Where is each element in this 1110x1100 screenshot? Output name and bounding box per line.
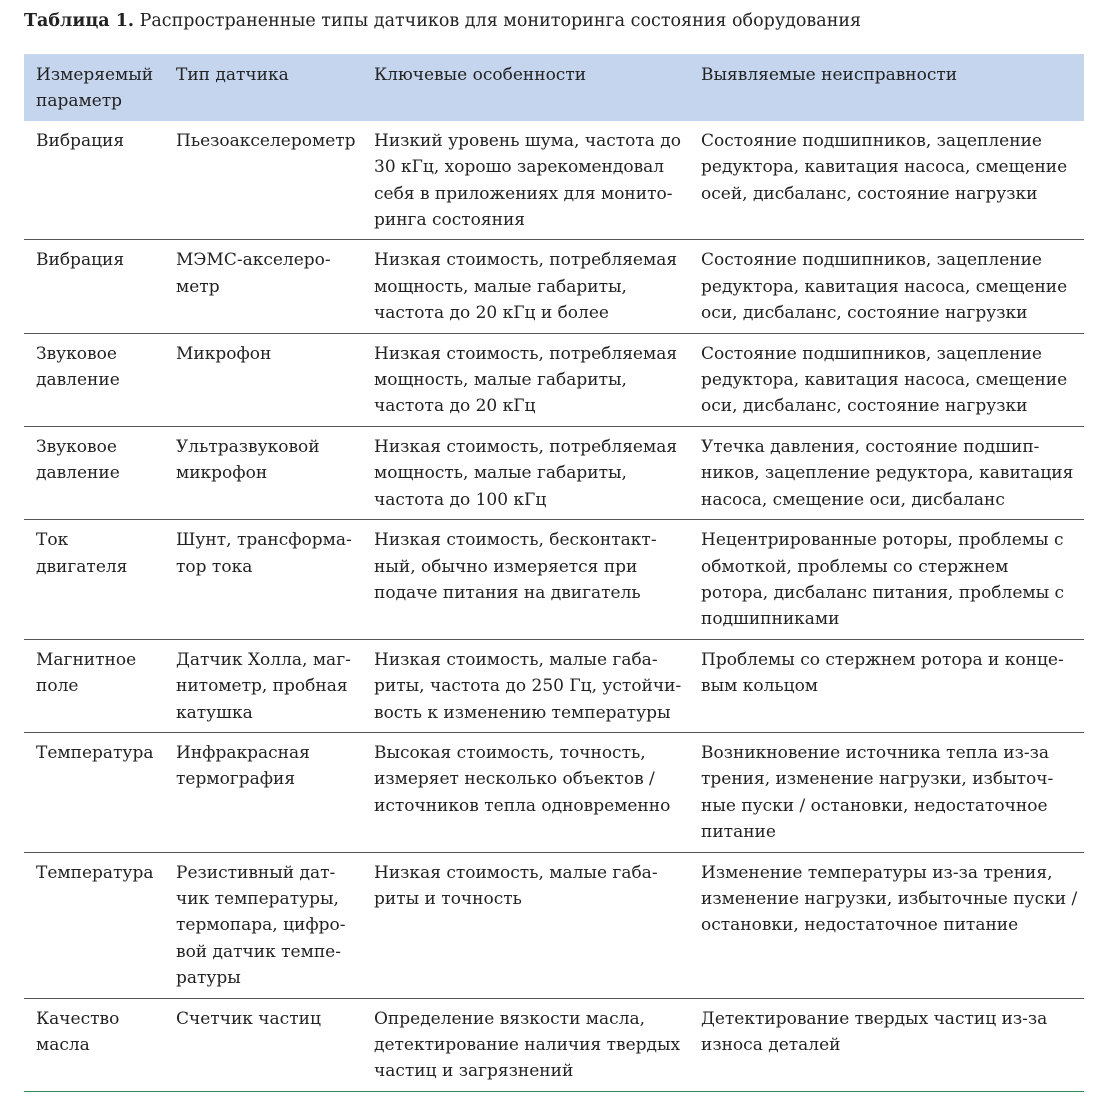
cell-detected-faults: Состояние подшипников, зацепление редуктора, кавитация насоса, смещение оси, дисбаланс, состояние нагрузки <box>689 333 1084 426</box>
cell-detected-faults: Состояние подшипников, зацепление редуктора, кавитация насоса, смещение осей, дисбаланс, состояние нагрузки <box>689 121 1084 240</box>
cell-sensor-type: Пьезоакселерометр <box>164 121 362 240</box>
table-row <box>24 852 1084 998</box>
table-row <box>24 639 1084 732</box>
table-row <box>24 333 1084 426</box>
cell-sensor-type: Резистивный датчик температуры, термопара, цифровой датчик температуры <box>164 852 362 998</box>
cell-detected-faults: Детектирование твердых частиц из-за износа деталей <box>689 998 1084 1091</box>
table-row <box>24 240 1084 333</box>
cell-key-features: Низкая стоимость, потребляемая мощность, малые габариты, частота до 100 кГц <box>362 426 689 519</box>
cell-parameter: Магнитное поле <box>24 639 164 732</box>
table-row <box>24 520 1084 640</box>
header-parameter: Измеряемый параметр <box>36 65 154 112</box>
table-row <box>24 121 1084 240</box>
cell-detected-faults: Возникновение источника тепла из-за трения, изменение нагрузки, избыточные пуски / остановки, недостаточное питание <box>689 732 1084 852</box>
table-title: Распространенные типы датчиков для мониторинга состояния оборудования <box>139 11 862 31</box>
cell-detected-faults: Нецентрированные роторы, проблемы с обмоткой, проблемы со стержнем ротора, дисбаланс питания, проблемы с подшипниками <box>689 520 1084 640</box>
cell-sensor-type: Счетчик частиц <box>164 998 362 1091</box>
cell-key-features: Низкий уровень шума, частота до 30 кГц, хорошо зарекомендовал себя в приложениях для мониторинга состояния <box>362 121 689 240</box>
cell-parameter: Ток двигателя <box>24 520 164 640</box>
cell-key-features: Низкая стоимость, потребляемая мощность, малые габариты, частота до 20 кГц <box>362 333 689 426</box>
cell-parameter: Звуковое давление <box>24 333 164 426</box>
cell-sensor-type: МЭМС-акселерометр <box>164 240 362 333</box>
cell-detected-faults: Утечка давления, состояние подшипников, зацепление редуктора, кавитация насоса, смещение оси, дисбаланс <box>689 426 1084 519</box>
cell-key-features: Низкая стоимость, потребляемая мощность, малые габариты, частота до 20 кГц и более <box>362 240 689 333</box>
cell-parameter: Температура <box>24 732 164 852</box>
cell-parameter: Вибрация <box>24 240 164 333</box>
header-detected-faults: Выявляемые неисправности <box>701 65 958 85</box>
cell-parameter: Звуковое давление <box>24 426 164 519</box>
cell-sensor-type: Инфракрасная термография <box>164 732 362 852</box>
table-row <box>24 426 1084 519</box>
sensor-table <box>24 54 1084 1092</box>
cell-sensor-type: Микрофон <box>164 333 362 426</box>
table-row <box>24 732 1084 852</box>
cell-key-features: Низкая стоимость, бесконтактный, обычно измеряется при подаче питания на двигатель <box>362 520 689 640</box>
cell-sensor-type: Ультразвуковой микрофон <box>164 426 362 519</box>
table-row <box>24 998 1084 1091</box>
cell-detected-faults: Состояние подшипников, зацепление редуктора, кавитация насоса, смещение оси, дисбаланс, состояние нагрузки <box>689 240 1084 333</box>
header-key-features: Ключевые особенности <box>374 65 587 85</box>
cell-parameter: Качество масла <box>24 998 164 1091</box>
cell-key-features: Низкая стоимость, малые габариты, частота до 250 Гц, устойчивость к изменению температуры <box>362 639 689 732</box>
cell-sensor-type: Датчик Холла, магнитометр, пробная катушка <box>164 639 362 732</box>
table-caption <box>24 10 861 32</box>
cell-sensor-type: Шунт, трансформатор тока <box>164 520 362 640</box>
cell-parameter: Вибрация <box>24 121 164 240</box>
table-header-row <box>24 54 1084 121</box>
cell-detected-faults: Изменение температуры из-за трения, изменение нагрузки, избыточные пуски / остановки, недостаточное питание <box>689 852 1084 998</box>
cell-parameter: Температура <box>24 852 164 998</box>
cell-key-features: Определение вязкости масла, детектирование наличия твердых частиц и загрязнений <box>362 998 689 1091</box>
header-sensor-type: Тип датчика <box>176 65 289 85</box>
cell-detected-faults: Проблемы со стержнем ротора и концевым кольцом <box>689 639 1084 732</box>
cell-key-features: Высокая стоимость, точность, измеряет несколько объектов / источников тепла одновременно <box>362 732 689 852</box>
cell-key-features: Низкая стоимость, малые габариты и точность <box>362 852 689 998</box>
table-number: Таблица 1. <box>24 11 134 31</box>
